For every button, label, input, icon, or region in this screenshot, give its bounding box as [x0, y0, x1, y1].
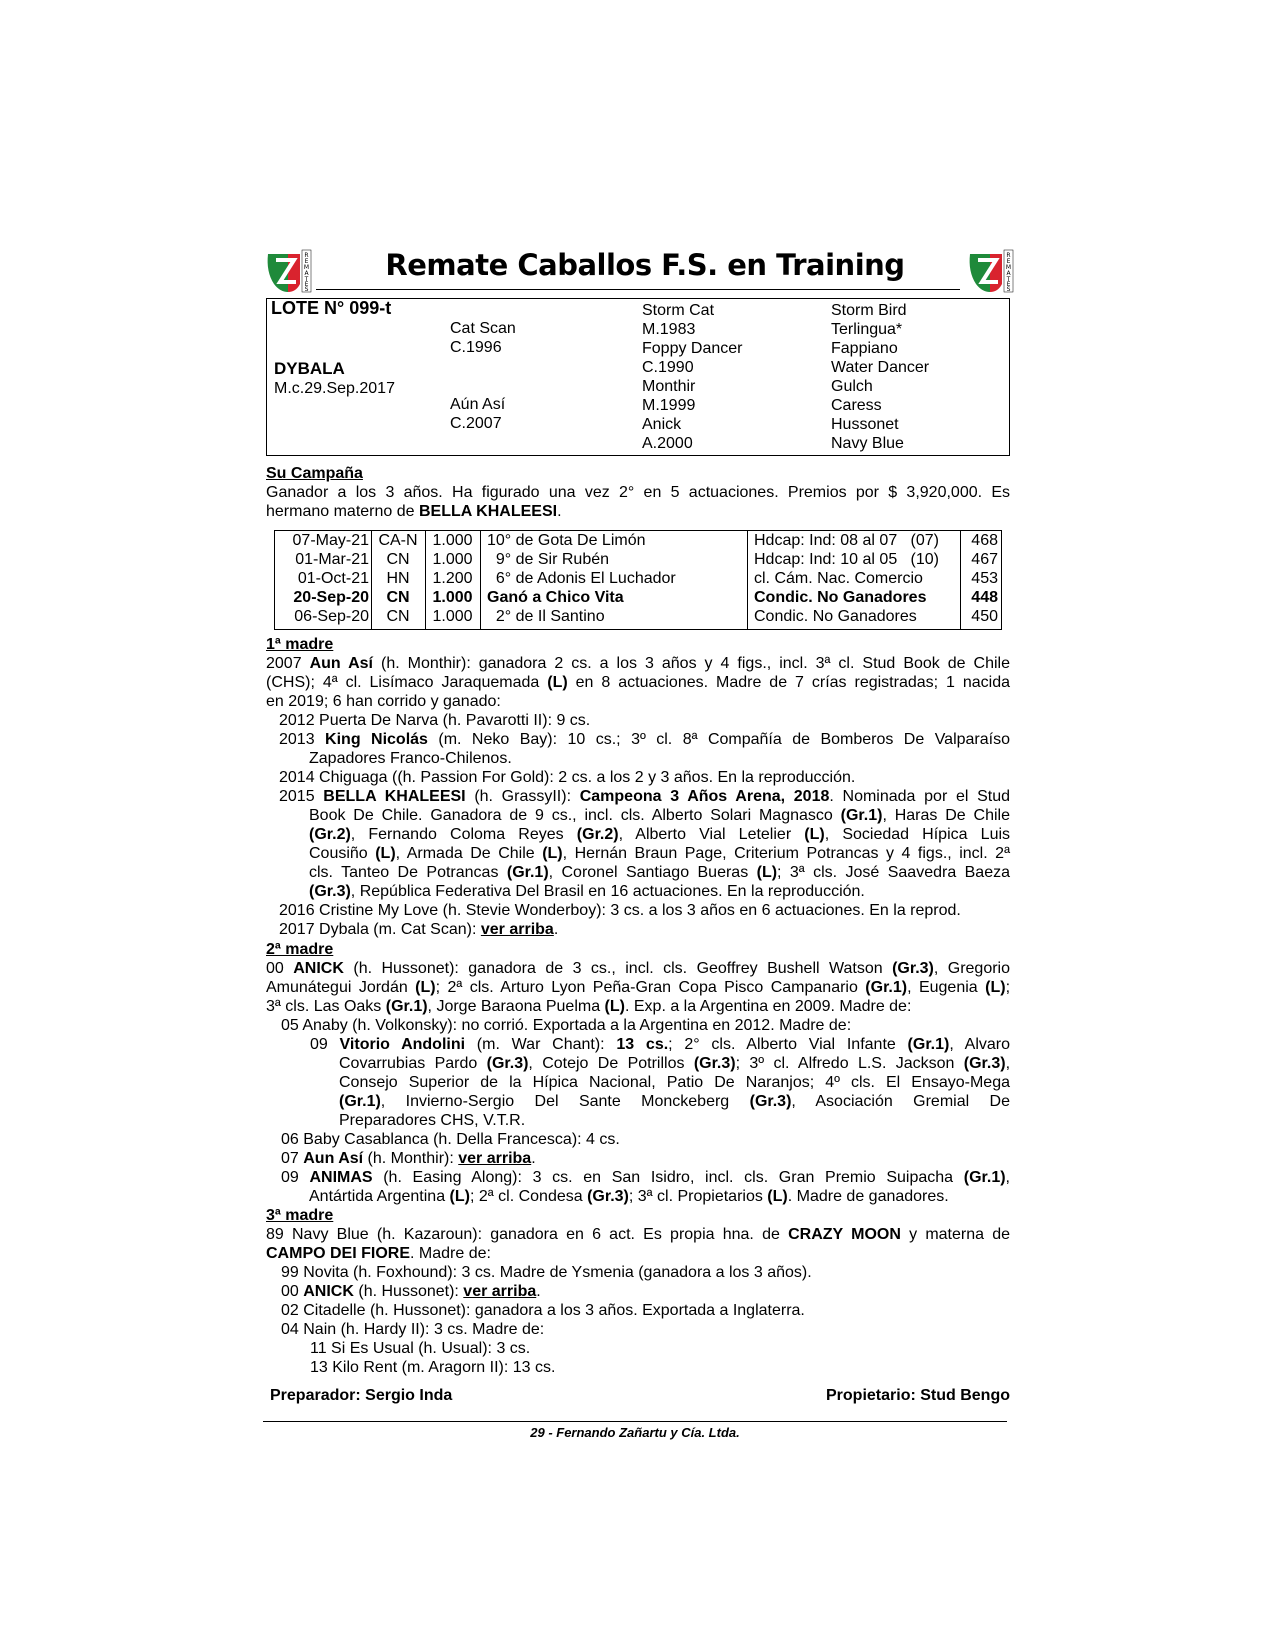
svg-text:M: M	[303, 264, 310, 271]
lot-number: LOTE N° 099-t	[271, 298, 392, 318]
third-dam-line: 00 ANICK (h. Hussonet): ver arriba.	[281, 1283, 541, 1300]
third-dam-line: 99 Novita (h. Foxhound): 3 cs. Madre de Ysmenia (ganadora a los 3 años).	[281, 1264, 812, 1281]
first-dam-line: 2014 Chiguaga ((h. Passion For Gold): 2 cs. a los 2 y 3 años. En la reproducción.	[279, 769, 856, 786]
second-dam-line: 06 Baby Casablanca (h. Della Francesca): 4 cs.	[281, 1131, 620, 1148]
race-dist: 1.200	[432, 570, 473, 587]
race-dist: 1.000	[432, 608, 473, 625]
first-dam-line: 2012 Puerta De Narva (h. Pavarotti II): 9 cs.	[279, 712, 591, 729]
second-dam-line: 09 Vitorio Andolini (m. War Chant): 13 cs.; 2° cls. Alberto Vial Infante (Gr.1), Alvaro	[310, 1036, 1011, 1053]
race-dist: 1.000	[432, 589, 473, 606]
race-race: Condic. No Ganadores	[754, 589, 927, 606]
third-dam-heading-text: 3ª madre	[266, 1207, 334, 1224]
table-row	[275, 607, 1001, 626]
first-dam-line: cls. Tanteo De Potrancas (Gr.1), Coronel Santiago Bueras (L); 3ª cls. José Saavedra Baeza	[309, 864, 1010, 881]
campaign-text: .	[557, 503, 562, 520]
page-footer: 29 - Fernando Zañartu y Cía. Ltda.	[530, 1425, 740, 1440]
pedigree-box	[266, 298, 1010, 456]
race-result: 2° de Il Santino	[487, 608, 605, 625]
svg-text:M: M	[1005, 264, 1012, 271]
race-track: HN	[386, 570, 410, 587]
campaign-line: Ganador a los 3 años. Ha figurado una vez 2° en 5 actuaciones. Premios por $ 3,920,000. Es	[266, 484, 1010, 501]
table-row	[275, 550, 1001, 569]
title-rule	[316, 289, 960, 290]
race-date: 06-Sep-20	[294, 608, 369, 625]
gen3-item: Gulch	[831, 378, 873, 395]
first-dam-line: en 2019; 6 han corrido y ganado:	[266, 693, 501, 710]
svg-text:A: A	[1006, 270, 1011, 277]
race-dist: 1.000	[432, 551, 473, 568]
first-dam-line: 2013 King Nicolás (m. Neko Bay): 10 cs.; 3º cl. 8ª Compañía de Bomberos De Valparaíso	[279, 731, 1011, 748]
trainer: Preparador: Sergio Inda	[270, 1387, 453, 1404]
gen3-item: Hussonet	[831, 416, 899, 433]
second-dam-line: Amunátegui Jordán (L); 2ª cls. Arturo Lyon Peña-Gran Copa Pisco Campanario (Gr.1), Eugenia (L);	[266, 979, 1011, 996]
third-dam-heading	[266, 1206, 1010, 1225]
second-dam-line: 07 Aun Así (h. Monthir): ver arriba.	[281, 1150, 536, 1167]
third-dam-line: CAMPO DEI FIORE. Madre de:	[266, 1245, 491, 1262]
dam-name: Aún Así	[450, 396, 506, 413]
race-track: CA-N	[378, 532, 418, 549]
gen2-item: Anick	[642, 416, 682, 433]
second-dam-heading	[266, 940, 1010, 959]
race-num: 468	[971, 532, 998, 549]
campaign-heading-text: Su Campaña	[266, 465, 363, 482]
third-dam-line: 04 Nain (h. Hardy II): 3 cs. Madre de:	[281, 1321, 545, 1338]
svg-text:E: E	[1006, 281, 1011, 288]
race-result: 10° de Gota De Limón	[487, 532, 646, 549]
campaign-heading	[266, 464, 1010, 483]
svg-text:R: R	[304, 252, 309, 259]
gen2-item: Monthir	[642, 378, 696, 395]
second-dam-line: 00 ANICK (h. Hussonet): ganadora de 3 cs., incl. cls. Geoffrey Bushell Watson (Gr.3), Gregorio	[266, 960, 1011, 977]
remates-logo-right	[966, 248, 1014, 294]
second-dam-line: 05 Anaby (h. Volkonsky): no corrió. Exportada a la Argentina en 2012. Madre de:	[281, 1017, 852, 1034]
third-dam-line: 02 Citadelle (h. Hussonet): ganadora a los 3 años. Exportada a Inglaterra.	[281, 1302, 805, 1319]
third-dam-line: 13 Kilo Rent (m. Aragorn II): 13 cs.	[310, 1359, 556, 1376]
gen2-item: Foppy Dancer	[642, 340, 743, 357]
remates-logo-left	[264, 248, 312, 294]
table-row	[275, 588, 1001, 607]
race-dist: 1.000	[432, 532, 473, 549]
race-race: Hdcap: Ind: 10 al 05 (10)	[754, 551, 939, 568]
dam-year: C.2007	[450, 415, 502, 432]
sire-year: C.1996	[450, 339, 502, 356]
svg-text:T: T	[1006, 276, 1011, 283]
gen2-item: M.1983	[642, 321, 696, 338]
race-result: 9° de Sir Rubén	[487, 551, 610, 568]
first-dam-line: Zapadores Franco-Chilenos.	[309, 750, 512, 767]
race-table	[274, 530, 1002, 630]
campaign-line	[266, 502, 1010, 521]
gen3-item: Caress	[831, 397, 882, 414]
owner: Propietario: Stud Bengo	[826, 1387, 1010, 1404]
sire-name: Cat Scan	[450, 320, 516, 337]
first-dam-line: (CHS); 4ª cl. Lisímaco Jaraquemada (L) en 8 actuaciones. Madre de 7 crías registradas; 1 nacida	[266, 674, 1011, 691]
first-dam-line: 2017 Dybala (m. Cat Scan): ver arriba.	[279, 921, 559, 938]
svg-text:A: A	[304, 270, 309, 277]
first-dam-line: Book De Chile. Ganadora de 9 cs., incl. cls. Alberto Solari Magnasco (Gr.1), Haras De Chile	[309, 807, 1010, 824]
third-dam-line: 11 Si Es Usual (h. Usual): 3 cs.	[310, 1340, 531, 1357]
race-date: 20-Sep-20	[293, 589, 369, 606]
svg-text:R: R	[1006, 252, 1011, 259]
second-dam-line: 09 ANIMAS (h. Easing Along): 3 cs. en San Isidro, incl. cls. Gran Premio Suipacha (Gr.1),	[281, 1169, 1010, 1186]
trainer-owner-row	[270, 1386, 1010, 1405]
race-num: 467	[971, 551, 998, 568]
first-dam-line: (Gr.2), Fernando Coloma Reyes (Gr.2), Alberto Vial Letelier (L), Sociedad Hípica Luis	[309, 826, 1011, 843]
footer-rule	[263, 1421, 1007, 1422]
race-num: 453	[971, 570, 998, 587]
race-date: 01-Oct-21	[297, 570, 369, 587]
gen3-item: Navy Blue	[831, 435, 904, 452]
first-dam-heading-text: 1ª madre	[266, 636, 334, 653]
race-result: Ganó a Chico Vita	[487, 589, 624, 606]
svg-text:E: E	[304, 258, 309, 265]
race-date: 01-Mar-21	[295, 551, 369, 568]
gen2-item: A.2000	[642, 435, 693, 452]
horse-birth: M.c.29.Sep.2017	[274, 380, 395, 397]
gen3-item: Storm Bird	[831, 302, 907, 319]
race-race: Condic. No Ganadores	[754, 608, 917, 625]
svg-text:E: E	[1006, 258, 1011, 265]
campaign-text: hermano materno de	[266, 503, 419, 520]
gen3-item: Water Dancer	[831, 359, 930, 376]
race-result: 6° de Adonis El Luchador	[487, 570, 676, 587]
second-dam-line: Antártida Argentina (L); 2ª cl. Condesa (Gr.3); 3ª cl. Propietarios (L). Madre de ganadores.	[309, 1188, 949, 1205]
first-dam-line: (Gr.3), República Federativa Del Brasil en 16 actuaciones. En la reproducción.	[309, 883, 865, 900]
gen2-item: Storm Cat	[642, 302, 715, 319]
race-track: CN	[386, 589, 410, 606]
second-dam-line: 3ª cls. Las Oaks (Gr.1), Jorge Baraona Puelma (L). Exp. a la Argentina en 2009. Madre de:	[266, 998, 912, 1015]
gen2-item: M.1999	[642, 397, 696, 414]
gen2-item: C.1990	[642, 359, 694, 376]
table-row	[275, 569, 1001, 588]
first-dam-line: Cousiño (L), Armada De Chile (L), Hernán Braun Page, Criterium Potrancas y 4 figs., incl. 2ª	[309, 845, 1011, 862]
race-num: 448	[971, 589, 998, 606]
third-dam-line: 89 Navy Blue (h. Kazaroun): ganadora en 6 act. Es propia hna. de CRAZY MOON y materna de	[266, 1226, 1011, 1243]
svg-text:S: S	[1006, 286, 1011, 293]
first-dam-line: 2016 Cristine My Love (h. Stevie Wonderboy): 3 cs. a los 3 años en 6 actuaciones. En la reprod.	[279, 902, 961, 919]
race-num: 450	[971, 608, 998, 625]
race-track: CN	[386, 551, 410, 568]
gen3-item: Fappiano	[831, 340, 898, 357]
first-dam-heading	[266, 635, 1010, 654]
first-dam-line: 2007 Aun Así (h. Monthir): ganadora 2 cs. a los 3 años y 4 figs., incl. 3ª cl. Stud Book de Chile	[266, 655, 1011, 672]
second-dam-line: Consejo Superior de la Hípica Nacional, Patio De Naranjos; 4º cls. El Ensayo-Mega	[339, 1074, 1010, 1091]
race-date: 07-May-21	[292, 532, 369, 549]
race-track: CN	[386, 608, 410, 625]
second-dam-line: (Gr.1), Invierno-Sergio Del Sante Monckeberg (Gr.3), Asociación Gremial De	[339, 1093, 1010, 1110]
first-dam-line: 2015 BELLA KHALEESI (h. GrassyII): Campeona 3 Años Arena, 2018. Nominada por el Stud	[279, 788, 1011, 805]
second-dam-line: Preparadores CHS, V.T.R.	[339, 1112, 526, 1129]
campaign-bold-name: BELLA KHALEESI	[418, 503, 558, 520]
horse-name: DYBALA	[274, 359, 345, 378]
svg-text:E: E	[304, 281, 309, 288]
table-row	[275, 531, 1001, 550]
gen3-item: Terlingua*	[831, 321, 903, 338]
race-race: Hdcap: Ind: 08 al 07 (07)	[754, 532, 939, 549]
race-race: cl. Cám. Nac. Comercio	[754, 570, 923, 587]
svg-text:T: T	[304, 276, 309, 283]
page-title: Remate Caballos F.S. en Training	[385, 248, 905, 282]
second-dam-heading-text: 2ª madre	[266, 941, 334, 958]
svg-text:S: S	[304, 286, 309, 293]
second-dam-line: Covarrubias Pardo (Gr.3), Cotejo De Potrillos (Gr.3); 3º cl. Alfredo L.S. Jackson (Gr.3),	[339, 1055, 1011, 1072]
